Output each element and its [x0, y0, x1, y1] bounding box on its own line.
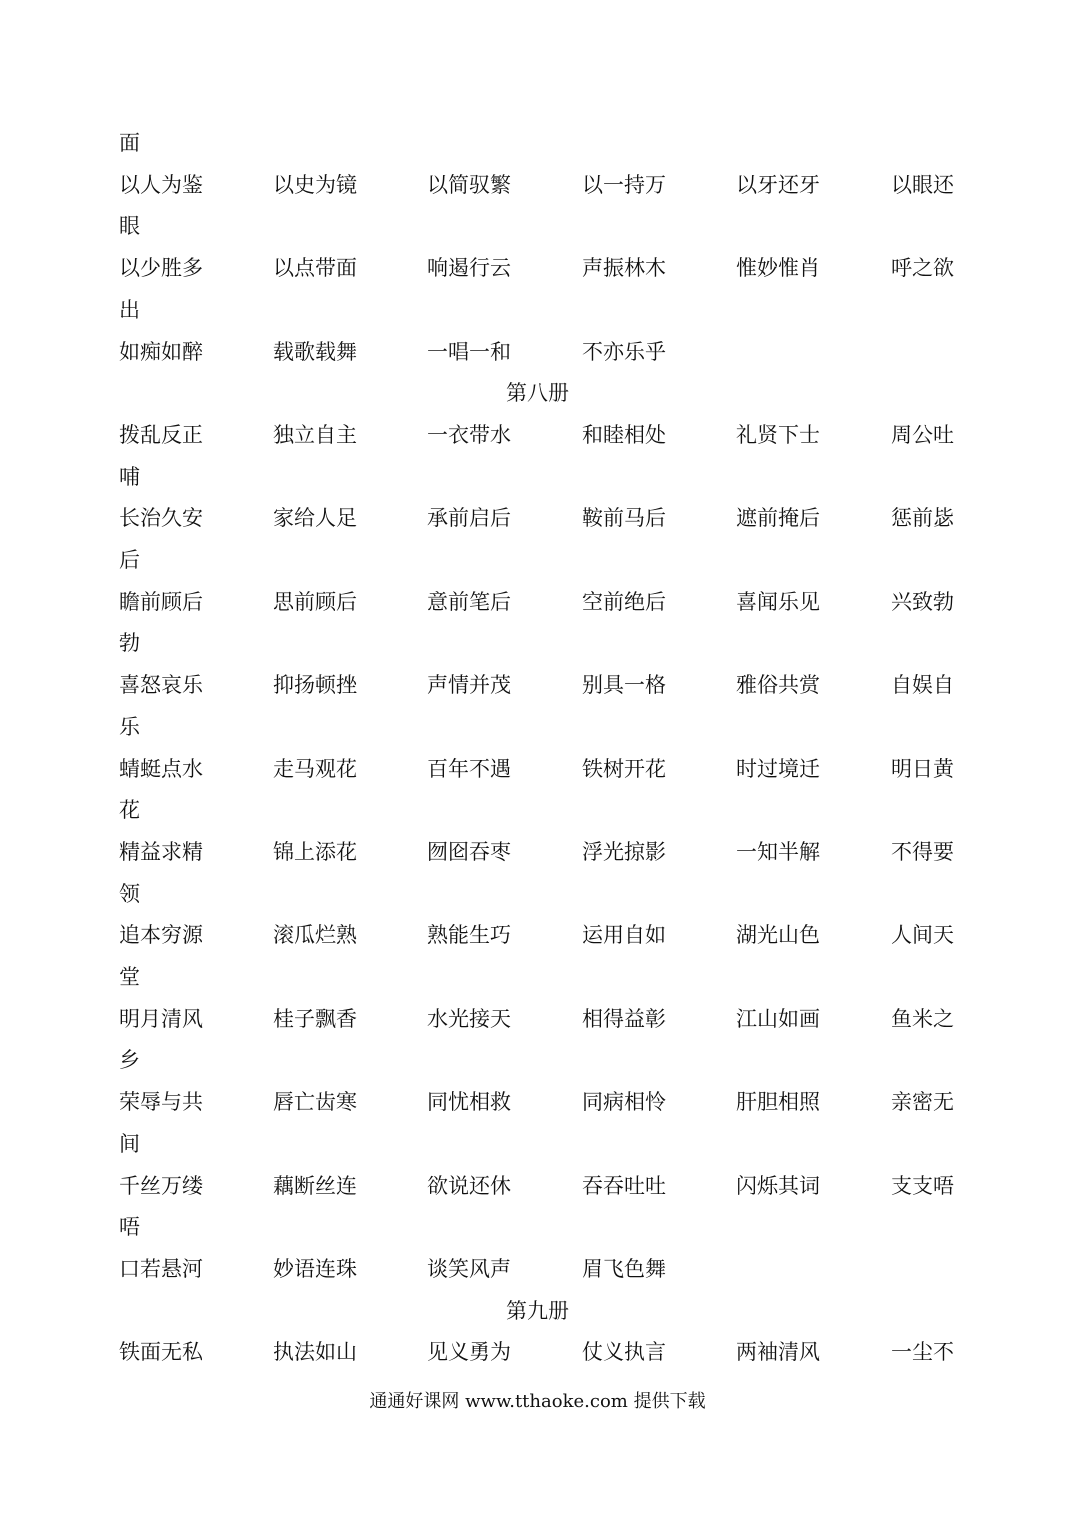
idiom-cell: 明月清风: [119, 1006, 203, 1031]
idiom-cell: 雅俗共赏: [736, 673, 820, 698]
idiom-cell: 走马观花: [273, 756, 357, 781]
idiom-cell: 仗义执言: [582, 1340, 666, 1365]
idiom-row: [0, 247, 1075, 289]
idiom-cell: 以史为镜: [273, 172, 357, 197]
idiom-cell: 肝胆相照: [736, 1090, 820, 1115]
idiom-row: [0, 748, 1075, 790]
idiom-cell: 喜闻乐见: [736, 589, 820, 614]
idiom-wrapped-char: 眼: [119, 214, 140, 239]
idiom-cell: 不得要: [891, 839, 954, 864]
idiom-row: [0, 497, 1075, 539]
idiom-cell: 江山如画: [736, 1006, 820, 1031]
idiom-cell: 载歌载舞: [273, 339, 357, 364]
idiom-cell: 闪烁其词: [736, 1173, 820, 1198]
idiom-cell: 惩前毖: [891, 506, 954, 531]
idiom-row: [0, 1165, 1075, 1207]
idiom-cell: 以点带面: [273, 256, 357, 281]
idiom-cell: 时过境迁: [736, 756, 820, 781]
idiom-cell: 明日黄: [891, 756, 954, 781]
idiom-cell: 湖光山色: [736, 923, 820, 948]
idiom-cell: 鱼米之: [891, 1006, 954, 1031]
idiom-cell: 千丝万缕: [119, 1173, 203, 1198]
idiom-cell: 鞍前马后: [582, 506, 666, 531]
idiom-row: [0, 998, 1075, 1040]
idiom-continuation-line: [0, 789, 1075, 831]
idiom-cell: 口若悬河: [119, 1256, 203, 1281]
idiom-cell: 以简驭繁: [427, 172, 511, 197]
idiom-continuation-line: [0, 1039, 1075, 1081]
idiom-cell: 自娱自: [891, 673, 954, 698]
idiom-cell: 相得益彰: [582, 1006, 666, 1031]
idiom-wrapped-char: 堂: [119, 965, 140, 989]
idiom-continuation-line: [0, 289, 1075, 331]
idiom-cell: 唇亡齿寒: [273, 1090, 357, 1115]
idiom-cell: 人间天: [891, 923, 954, 948]
idiom-cell: 水光接天: [427, 1006, 511, 1031]
idiom-cell: 以一持万: [582, 172, 666, 197]
idiom-cell: 运用自如: [582, 923, 666, 948]
idiom-continuation-line: [0, 539, 1075, 581]
idiom-wrapped-char: 勃: [119, 631, 140, 656]
idiom-cell: 抑扬顿挫: [273, 673, 357, 698]
idiom-row: [0, 914, 1075, 956]
idiom-cell: 瞻前顾后: [119, 589, 203, 614]
idiom-row: [0, 831, 1075, 873]
idiom-cell: 一唱一和: [427, 339, 511, 364]
idiom-cell: 见义勇为: [427, 1340, 511, 1365]
idiom-wrapped-char: 面: [119, 131, 140, 155]
idiom-cell: 桂子飘香: [273, 1006, 357, 1031]
idiom-row: [0, 164, 1075, 206]
idiom-cell: 精益求精: [119, 839, 203, 864]
idiom-cell: 兴致勃: [891, 589, 954, 614]
idiom-cell: 如痴如醉: [119, 339, 203, 364]
idiom-cell: 囫囵吞枣: [427, 839, 511, 864]
idiom-cell: 别具一格: [582, 673, 666, 698]
idiom-cell: 长治久安: [119, 506, 203, 531]
idiom-cell: 以人为鉴: [119, 172, 203, 197]
idiom-continuation-line: [0, 706, 1075, 748]
idiom-wrapped-char: 乐: [119, 714, 140, 739]
idiom-cell: 声振林木: [582, 256, 666, 281]
idiom-cell: 一知半解: [736, 839, 820, 864]
idiom-cell: 两袖清风: [736, 1340, 820, 1365]
idiom-cell: 百年不遇: [427, 756, 511, 781]
idiom-row: [0, 664, 1075, 706]
idiom-cell: 拨乱反正: [119, 422, 203, 447]
idiom-cell: 空前绝后: [582, 589, 666, 614]
idiom-cell: 惟妙惟肖: [736, 256, 820, 281]
idiom-cell: 眉飞色舞: [582, 1256, 666, 1281]
idiom-cell: 家给人足: [273, 506, 357, 531]
idiom-cell: 浮光掠影: [582, 839, 666, 864]
idiom-wrapped-char: 间: [119, 1131, 140, 1156]
idiom-continuation-line: [0, 456, 1075, 498]
idiom-wrapped-char: 出: [119, 297, 140, 322]
idiom-wrapped-char: 领: [119, 881, 140, 906]
idiom-cell: 意前笔后: [427, 589, 511, 614]
idiom-cell: 铁树开花: [582, 756, 666, 781]
idiom-cell: 欲说还休: [427, 1173, 511, 1198]
idiom-cell: 响遏行云: [427, 256, 511, 281]
idiom-cell: 以眼还: [891, 172, 954, 197]
idiom-continuation-line: [0, 622, 1075, 664]
idiom-cell: 锦上添花: [273, 839, 357, 864]
idiom-cell: 谈笑风声: [427, 1256, 511, 1281]
idiom-cell: 承前启后: [427, 506, 511, 531]
idiom-cell: 亲密无: [891, 1090, 954, 1115]
idiom-cell: 藕断丝连: [273, 1173, 357, 1198]
idiom-cell: 呼之欲: [891, 256, 954, 281]
idiom-continuation-line: [0, 956, 1075, 998]
idiom-continuation-line: [0, 122, 1075, 164]
idiom-cell: 妙语连珠: [273, 1256, 357, 1281]
idiom-row: [0, 581, 1075, 623]
idiom-cell: 同病相怜: [582, 1090, 666, 1115]
idiom-cell: 吞吞吐吐: [582, 1173, 666, 1198]
idiom-continuation-line: [0, 205, 1075, 247]
idiom-wrapped-char: 唔: [119, 1215, 140, 1240]
idiom-cell: 荣辱与共: [119, 1090, 203, 1115]
idiom-cell: 铁面无私: [119, 1340, 203, 1365]
idiom-row: [0, 414, 1075, 456]
idiom-cell: 滚瓜烂熟: [273, 923, 357, 948]
idiom-row: [0, 1081, 1075, 1123]
idiom-wrapped-char: 乡: [119, 1048, 140, 1073]
idiom-continuation-line: [0, 1206, 1075, 1248]
idiom-cell: 同忧相救: [427, 1090, 511, 1115]
idiom-wrapped-char: 哺: [119, 464, 140, 489]
idiom-row: [0, 1331, 1075, 1373]
idiom-cell: 周公吐: [891, 422, 954, 447]
idiom-cell: 喜怒哀乐: [119, 673, 203, 698]
idiom-cell: 追本穷源: [119, 923, 203, 948]
page-footer: 通通好课网 www.tthaoke.com 提供下载: [369, 1391, 706, 1412]
idiom-cell: 一尘不: [891, 1340, 954, 1365]
idiom-cell: 礼贤下士: [736, 422, 820, 447]
idiom-cell: 蜻蜓点水: [119, 756, 203, 781]
idiom-cell: 声情并茂: [427, 673, 511, 698]
idiom-cell: 和睦相处: [582, 422, 666, 447]
idiom-cell: 不亦乐乎: [582, 339, 666, 364]
section-heading: 第八册: [506, 381, 569, 406]
idiom-cell: 支支唔: [891, 1173, 954, 1198]
idiom-cell: 以少胜多: [119, 256, 203, 281]
idiom-cell: 独立自主: [273, 422, 357, 447]
idiom-cell: 思前顾后: [273, 589, 357, 614]
idiom-cell: 一衣带水: [427, 422, 511, 447]
idiom-cell: 熟能生巧: [427, 923, 511, 948]
idiom-cell: 执法如山: [273, 1340, 357, 1365]
idiom-continuation-line: [0, 873, 1075, 915]
idiom-cell: 以牙还牙: [736, 172, 820, 197]
idiom-cell: 遮前掩后: [736, 506, 820, 531]
idiom-row: [0, 331, 1075, 373]
idiom-row: [0, 1248, 1075, 1290]
idiom-continuation-line: [0, 1123, 1075, 1165]
idiom-wrapped-char: 花: [119, 798, 140, 823]
section-heading: 第九册: [506, 1298, 569, 1323]
idiom-wrapped-char: 后: [119, 548, 140, 572]
